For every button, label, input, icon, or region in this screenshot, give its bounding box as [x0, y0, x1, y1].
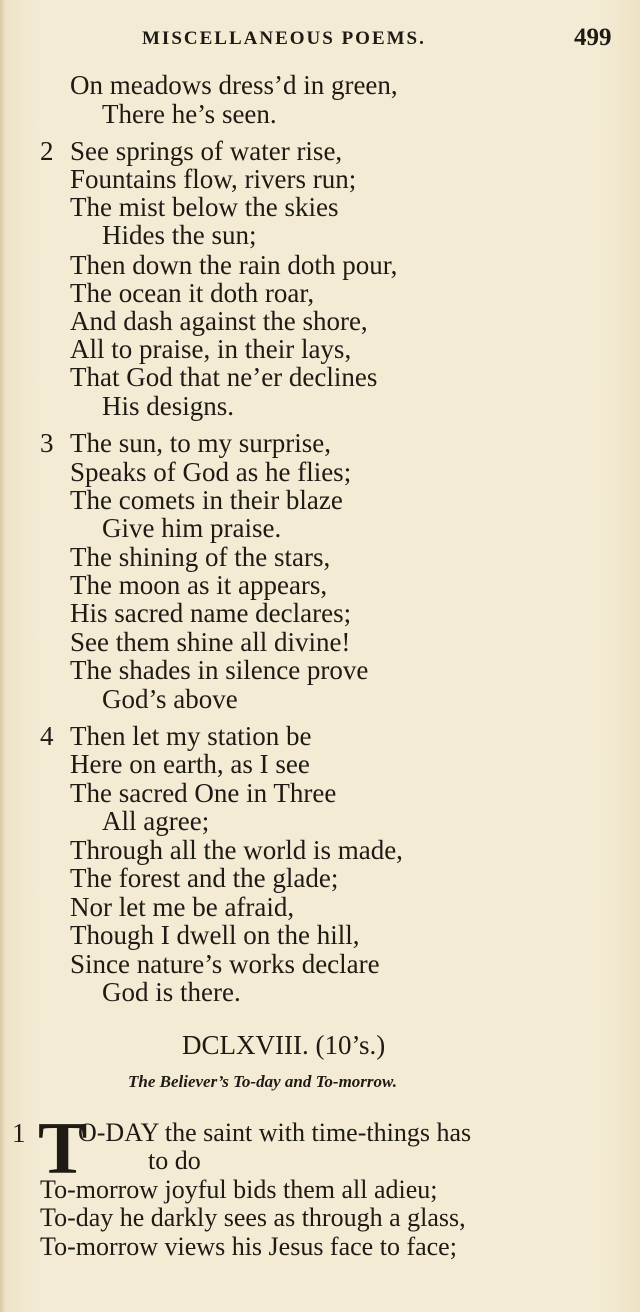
verse-line: And dash against the shore,	[70, 306, 368, 336]
verse-line: To-morrow views his Jesus face to face;	[40, 1232, 457, 1261]
verse-line: Though I dwell on the hill,	[70, 920, 360, 950]
verse-line: His sacred name declares;	[70, 598, 352, 628]
verse-line: His designs.	[102, 391, 235, 421]
verse-line: God is there.	[102, 977, 241, 1007]
verse-line: To-day he darkly sees as through a glass,	[40, 1203, 466, 1232]
verse-line: God’s above	[102, 684, 238, 714]
verse-line: Then let my station be	[70, 721, 312, 751]
verse-line: The sun, to my surprise,	[70, 428, 331, 458]
verse-line: Through all the world is made,	[70, 835, 403, 865]
stanza-number: 3	[40, 428, 54, 458]
verse-line: All agree;	[102, 806, 210, 836]
page-number: 499	[574, 24, 612, 51]
drop-cap: T	[38, 1108, 88, 1190]
verse-line: The shades in silence prove	[70, 655, 369, 685]
verse-line: The forest and the glade;	[70, 863, 339, 893]
hymn-title: The Believer’s To-day and To-morrow.	[128, 1072, 397, 1091]
verse-line: The ocean it doth roar,	[70, 278, 315, 308]
verse-line: O-DAY the saint with time-things has	[78, 1118, 472, 1147]
verse-line: To-morrow joyful bids them all adieu;	[40, 1175, 438, 1204]
stanza-number: 1	[12, 1118, 26, 1148]
verse-line: Nor let me be afraid,	[70, 892, 295, 922]
verse-line: Here on earth, as I see	[70, 749, 310, 779]
verse-line: Hides the sun;	[102, 220, 257, 250]
stanza-number: 4	[40, 721, 54, 751]
verse-line: Fountains flow, rivers run;	[70, 164, 357, 194]
verse-line: There he’s seen.	[102, 99, 277, 129]
verse-line: The comets in their blaze	[70, 485, 343, 515]
verse-line: Since nature’s works declare	[70, 949, 380, 979]
verse-line: to do	[148, 1146, 201, 1175]
verse-line: The shining of the stars,	[70, 542, 331, 572]
verse-line: Then down the rain doth pour,	[70, 250, 398, 280]
verse-line: On meadows dress’d in green,	[70, 70, 398, 100]
hymn-number: DCLXVIII. (10’s.)	[182, 1030, 386, 1060]
verse-line: The mist below the skies	[70, 192, 339, 222]
verse-line: The sacred One in Three	[70, 778, 337, 808]
stanza-number: 2	[40, 136, 54, 166]
running-head: MISCELLANEOUS POEMS.	[142, 28, 426, 49]
verse-line: That God that ne’er declines	[70, 362, 378, 392]
verse-line: See springs of water rise,	[70, 136, 343, 166]
verse-line: Give him praise.	[102, 513, 282, 543]
verse-line: The moon as it appears,	[70, 570, 328, 600]
verse-line: See them shine all divine!	[70, 627, 351, 657]
verse-line: All to praise, in their lays,	[70, 334, 352, 364]
verse-line: Speaks of God as he flies;	[70, 457, 352, 487]
